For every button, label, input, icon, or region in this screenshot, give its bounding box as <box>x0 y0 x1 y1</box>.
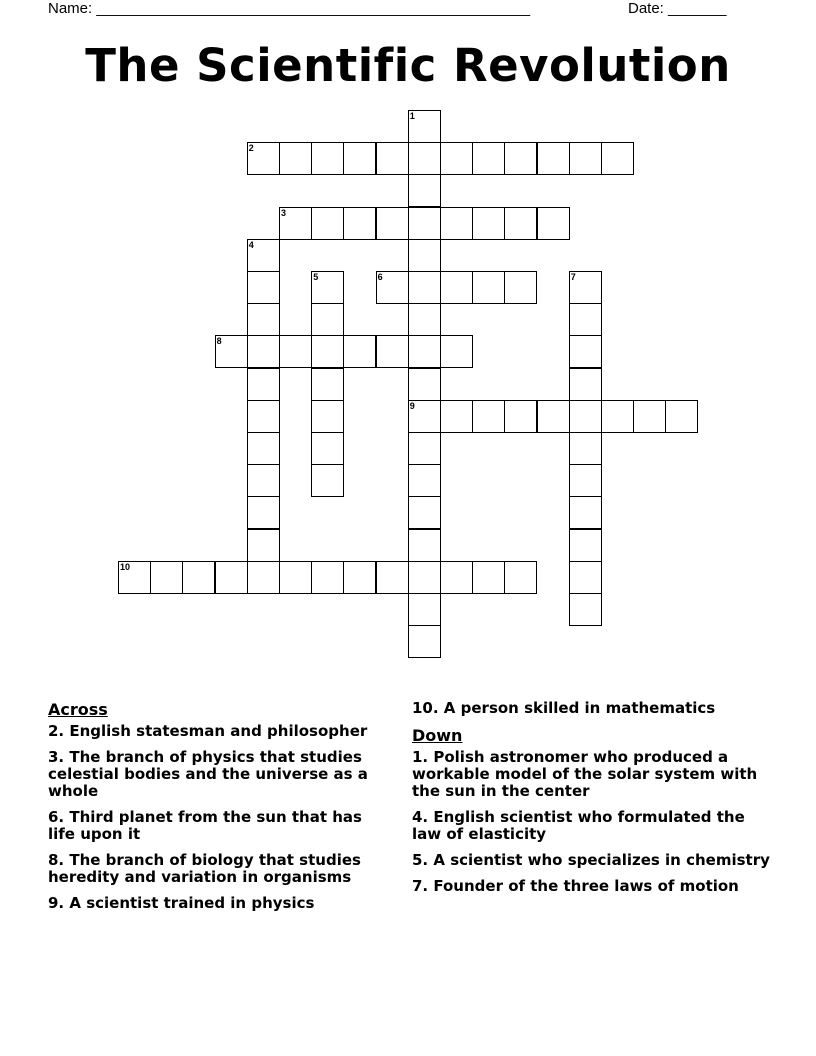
grid-cell[interactable] <box>408 593 441 626</box>
grid-cell[interactable] <box>376 142 409 175</box>
clue-item <box>412 852 772 869</box>
across-heading: Across <box>48 700 108 719</box>
clues-column-right <box>412 700 772 904</box>
clue-number: 10 <box>120 561 131 572</box>
grid-cell[interactable] <box>472 271 505 304</box>
clue-number: 8 <box>216 336 222 347</box>
grid-cell[interactable] <box>376 271 409 304</box>
clue-text: The branch of biology that studies heredity and variation in organisms <box>48 851 361 886</box>
across-clue-list <box>48 723 378 912</box>
grid-cell[interactable] <box>569 529 602 562</box>
grid-cell[interactable] <box>279 207 312 240</box>
grid-cell[interactable] <box>504 207 537 240</box>
grid-cell[interactable] <box>569 335 602 368</box>
grid-cell[interactable] <box>408 303 441 336</box>
grid-cell[interactable] <box>311 303 344 336</box>
grid-cell[interactable] <box>440 400 473 433</box>
grid-cell[interactable] <box>247 400 280 433</box>
clue-number: 3. <box>48 748 65 766</box>
grid-cell[interactable] <box>408 625 441 658</box>
grid-cell[interactable] <box>215 335 248 368</box>
clue-number: 2. <box>48 722 65 740</box>
grid-cell[interactable] <box>247 335 280 368</box>
grid-cell[interactable] <box>440 561 473 594</box>
grid-cell[interactable] <box>408 335 441 368</box>
down-heading: Down <box>412 726 463 745</box>
clue-number: 1 <box>409 111 415 121</box>
grid-cell[interactable] <box>311 368 344 401</box>
grid-cell[interactable] <box>569 271 602 304</box>
name-field[interactable]: Name: ____________________________________________________ <box>48 0 531 17</box>
grid-cell[interactable] <box>150 561 183 594</box>
grid-cell[interactable] <box>601 400 634 433</box>
grid-cell[interactable] <box>343 207 376 240</box>
clue-number: 7. <box>412 877 429 895</box>
clue-number: 10. <box>412 699 439 717</box>
clue-text: The branch of physics that studies celestial bodies and the universe as a whole <box>48 748 368 800</box>
date-field[interactable]: Date: _______ <box>628 0 727 17</box>
clue-number: 1. <box>412 748 429 766</box>
grid-cell[interactable] <box>408 110 441 143</box>
grid-cell[interactable] <box>408 400 441 433</box>
grid-cell[interactable] <box>247 368 280 401</box>
grid-cell[interactable] <box>247 303 280 336</box>
grid-cell[interactable] <box>182 561 215 594</box>
grid-cell[interactable] <box>408 529 441 562</box>
grid-cell[interactable] <box>311 271 344 304</box>
grid-cell[interactable] <box>504 142 537 175</box>
grid-cell[interactable] <box>440 207 473 240</box>
grid-cell[interactable] <box>569 496 602 529</box>
grid-cell[interactable] <box>376 335 409 368</box>
grid-cell[interactable] <box>376 207 409 240</box>
clue-item <box>412 809 772 843</box>
grid-cell[interactable] <box>247 271 280 304</box>
grid-cell[interactable] <box>472 207 505 240</box>
grid-cell[interactable] <box>569 432 602 465</box>
grid-cell[interactable] <box>440 142 473 175</box>
clue-text: A scientist who specializes in chemistry <box>428 851 770 869</box>
clue-number: 9. <box>48 894 65 912</box>
clue-text: Polish astronomer who produced a workable model of the solar system with the sun in the center <box>412 748 758 800</box>
clue-number: 9 <box>409 400 415 411</box>
grid-cell[interactable] <box>569 561 602 594</box>
grid-cell[interactable] <box>311 400 344 433</box>
grid-cell[interactable] <box>633 400 666 433</box>
grid-cell[interactable] <box>601 142 634 175</box>
clue-number: 3 <box>281 207 287 218</box>
grid-cell[interactable] <box>311 561 344 594</box>
grid-cell[interactable] <box>472 142 505 175</box>
grid-cell[interactable] <box>408 464 441 497</box>
grid-cell[interactable] <box>343 142 376 175</box>
clues-column-left <box>48 700 378 921</box>
grid-cell[interactable] <box>247 464 280 497</box>
puzzle-title: The Scientific Revolution <box>85 39 731 92</box>
grid-cell[interactable] <box>440 271 473 304</box>
grid-cell[interactable] <box>247 561 280 594</box>
clue-item <box>412 700 772 717</box>
clue-number: 5 <box>313 272 319 282</box>
grid-cell[interactable] <box>247 529 280 562</box>
grid-cell[interactable] <box>311 464 344 497</box>
grid-cell[interactable] <box>408 368 441 401</box>
clue-number: 6 <box>377 272 383 282</box>
grid-cell[interactable] <box>279 335 312 368</box>
grid-cell[interactable] <box>569 593 602 626</box>
grid-cell[interactable] <box>504 271 537 304</box>
clue-number: 8. <box>48 851 65 869</box>
clue-number: 7 <box>570 272 576 282</box>
clue-text: English statesman and philosopher <box>64 722 368 740</box>
grid-cell[interactable] <box>408 207 441 240</box>
grid-cell[interactable] <box>440 335 473 368</box>
clue-number: 4. <box>412 808 429 826</box>
clue-item <box>48 852 378 886</box>
grid-cell[interactable] <box>118 561 151 594</box>
clue-text: A person skilled in mathematics <box>438 699 716 717</box>
grid-cell[interactable] <box>311 432 344 465</box>
grid-cell[interactable] <box>569 464 602 497</box>
grid-cell[interactable] <box>408 174 441 207</box>
grid-cell[interactable] <box>311 142 344 175</box>
grid-cell[interactable] <box>569 400 602 433</box>
grid-cell[interactable] <box>311 335 344 368</box>
grid-cell[interactable] <box>343 561 376 594</box>
grid-cell[interactable] <box>537 207 570 240</box>
grid-cell[interactable] <box>504 400 537 433</box>
across-clue-list-continued <box>412 700 772 717</box>
clue-number: 6. <box>48 808 65 826</box>
grid-cell[interactable] <box>569 303 602 336</box>
grid-cell[interactable] <box>247 432 280 465</box>
grid-cell[interactable] <box>279 561 312 594</box>
grid-cell[interactable] <box>247 496 280 529</box>
grid-cell[interactable] <box>215 561 248 594</box>
grid-cell[interactable] <box>569 368 602 401</box>
clue-item <box>412 749 772 800</box>
grid-cell[interactable] <box>569 142 602 175</box>
clue-number: 5. <box>412 851 429 869</box>
down-clue-list <box>412 749 772 895</box>
grid-cell[interactable] <box>504 561 537 594</box>
grid-cell[interactable] <box>408 496 441 529</box>
grid-cell[interactable] <box>537 400 570 433</box>
clue-item <box>48 895 378 912</box>
grid-cell[interactable] <box>343 335 376 368</box>
grid-cell[interactable] <box>537 142 570 175</box>
grid-cell[interactable] <box>311 207 344 240</box>
clue-text: A scientist trained in physics <box>64 894 315 912</box>
grid-cell[interactable] <box>247 239 280 272</box>
clue-text: Third planet from the sun that has life upon it <box>48 808 362 843</box>
grid-cell[interactable] <box>247 142 280 175</box>
grid-cell[interactable] <box>472 400 505 433</box>
clue-text: Founder of the three laws of motion <box>428 877 739 895</box>
grid-cell[interactable] <box>279 142 312 175</box>
grid-cell[interactable] <box>408 561 441 594</box>
grid-cell[interactable] <box>665 400 698 433</box>
clue-number: 4 <box>248 239 254 250</box>
clue-text: English scientist who formulated the law of elasticity <box>412 808 745 843</box>
clue-item <box>48 809 378 843</box>
clue-item <box>412 878 772 895</box>
clue-number: 2 <box>248 143 254 154</box>
grid-cell[interactable] <box>408 432 441 465</box>
grid-cell[interactable] <box>408 142 441 175</box>
clue-item <box>48 749 378 800</box>
grid-cell[interactable] <box>376 561 409 594</box>
grid-cell[interactable] <box>408 239 441 272</box>
clue-item <box>48 723 378 740</box>
grid-cell[interactable] <box>408 271 441 304</box>
grid-cell[interactable] <box>472 561 505 594</box>
